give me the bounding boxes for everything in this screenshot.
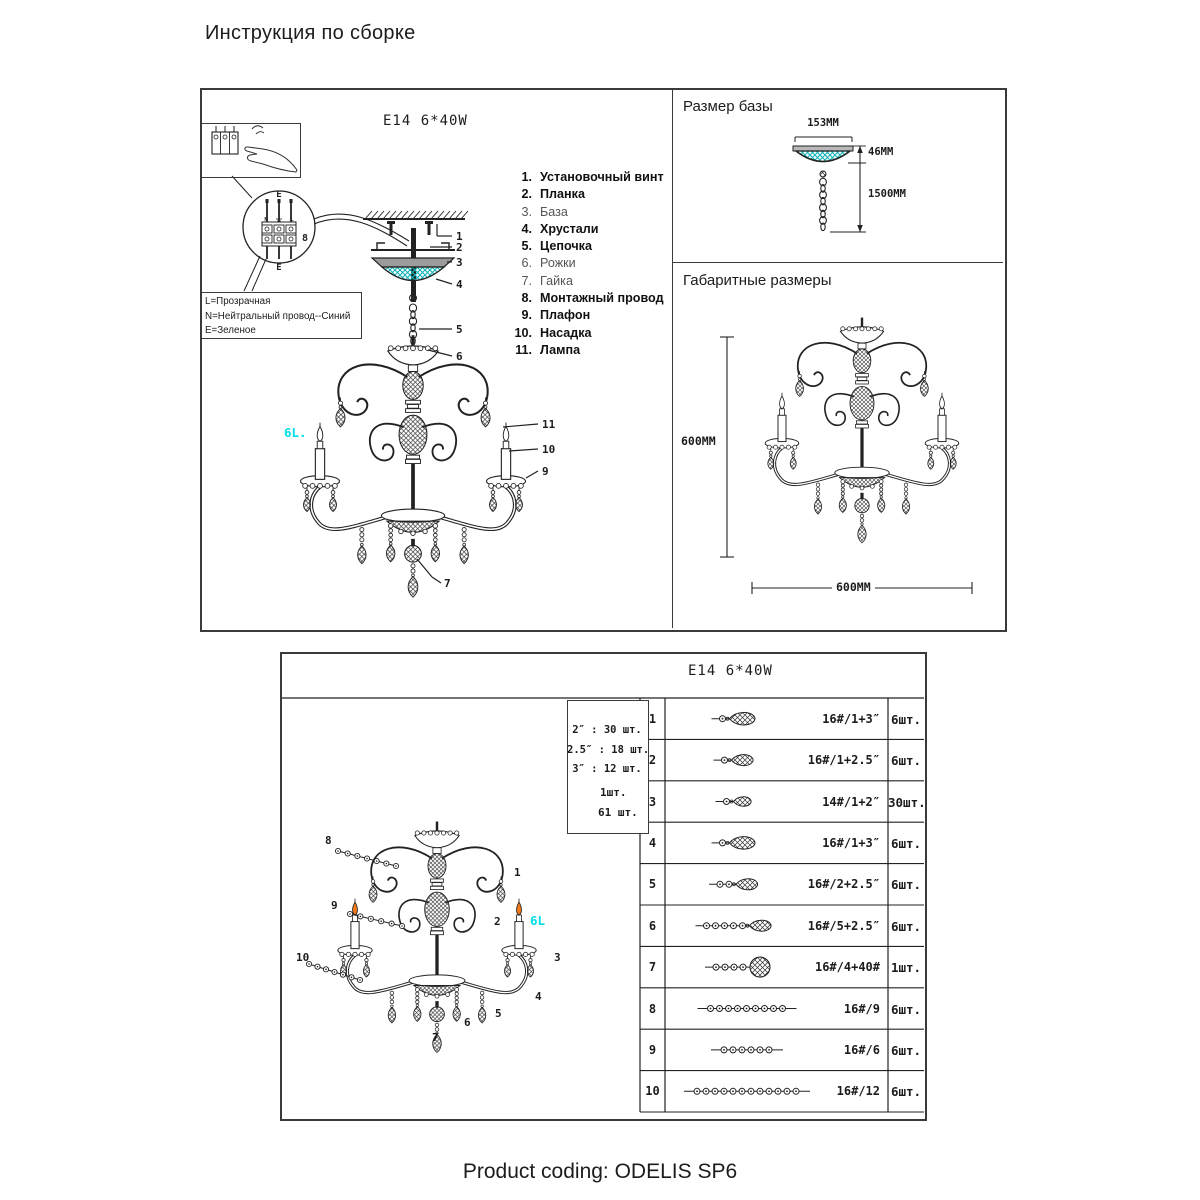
part-label: Гайка <box>540 273 573 288</box>
overall-dimensions-title: Габаритные размеры <box>683 272 832 289</box>
table-lamp-count-label: 6L <box>530 913 546 928</box>
wire-legend-line: E=Зеленое <box>205 325 256 336</box>
crystal-qty-label: 6шт. <box>890 1001 922 1017</box>
row-number: 1 <box>648 711 657 726</box>
svg-text:L: L <box>290 217 294 223</box>
svg-text:8: 8 <box>301 233 309 244</box>
crystal-qty-label: 6шт. <box>890 711 922 727</box>
assembly-callout-number: 9 <box>542 465 549 478</box>
part-number: 8. <box>521 291 532 306</box>
part-number: 11. <box>515 342 532 357</box>
table-callout-number: 9 <box>331 899 338 912</box>
parts-list-item <box>506 255 664 272</box>
crystal-code-label: 16#/1+3″ <box>822 711 880 726</box>
table-callout-number: 8 <box>325 834 332 847</box>
assembly-callout-number: 2 <box>456 241 463 254</box>
base-chain-label: 1500MM <box>868 188 906 200</box>
parts-list-item <box>506 307 664 324</box>
part-number: 4. <box>521 221 532 236</box>
wire-color-legend <box>205 295 350 339</box>
crystal-code-label: 16#/1+2.5″ <box>807 753 880 768</box>
parts-list-item <box>506 204 664 221</box>
table-callout-number: 2 <box>494 915 501 928</box>
base-height-label: 46MM <box>868 146 894 158</box>
part-number: 7. <box>521 273 532 288</box>
crystal-code-label: 16#/6 <box>843 1042 880 1057</box>
table-callout-number: 3 <box>554 951 561 964</box>
part-label: База <box>540 204 568 219</box>
ball-qty-label: 1шт. <box>600 786 627 799</box>
row-number: 9 <box>648 1042 657 1057</box>
parts-list-item <box>506 221 664 238</box>
part-number: 3. <box>521 204 532 219</box>
part-label: Насадка <box>540 325 592 340</box>
assembly-callout-number: 5 <box>456 323 463 336</box>
part-label: Плафон <box>540 308 591 323</box>
crystal-qty-label: 6шт. <box>890 877 922 893</box>
crystal-qty-label: 6шт. <box>890 835 922 851</box>
part-label: Планка <box>540 187 585 202</box>
panel-divider-vertical <box>672 89 673 628</box>
part-label: Рожки <box>540 256 576 271</box>
panel-divider-horizontal <box>673 262 1003 263</box>
part-number: 2. <box>521 187 532 202</box>
wire-legend-line: N=Нейтральный провод--Синий <box>205 310 351 322</box>
bead-qty-label: 61 шт. <box>598 806 638 819</box>
row-number: 7 <box>648 960 657 975</box>
parts-list-item <box>506 238 664 255</box>
wire-legend-line: L=Прозрачная <box>205 296 271 307</box>
parts-list-item <box>506 290 664 307</box>
crystal-qty-label: 6шт. <box>890 753 922 769</box>
svg-text:E: E <box>276 263 282 273</box>
crystal-code-label: 16#/12 <box>836 1084 880 1099</box>
assembly-callout-number: 11 <box>542 418 556 431</box>
row-number: 10 <box>645 1084 660 1099</box>
crystal-qty-label: 6шт. <box>890 1084 922 1100</box>
parts-list-item <box>506 342 664 359</box>
crystal-size-legend-line: 2″ : 30 шт. <box>572 724 642 736</box>
table-callout-number: 4 <box>535 990 542 1003</box>
part-number: 1. <box>521 170 532 184</box>
base-width-label: 153MM <box>807 117 839 129</box>
row-number: 8 <box>648 1001 657 1016</box>
table-callout-number: 7 <box>432 1031 439 1044</box>
assembly-callout-number: 3 <box>456 256 463 269</box>
part-label: Хрустали <box>540 221 599 236</box>
part-number: 10. <box>514 325 532 340</box>
table-callout-number: 6 <box>464 1016 471 1029</box>
crystal-code-label: 16#/1+3″ <box>822 835 880 850</box>
switch-off-inset-box <box>200 123 301 178</box>
page-title: Инструкция по сборке <box>205 22 416 44</box>
crystal-code-label: 16#/9 <box>843 1001 880 1016</box>
part-label: Цепочка <box>540 239 592 254</box>
table-callout-number: 10 <box>296 951 310 964</box>
crystal-qty-label: 6шт. <box>890 918 922 934</box>
crystal-qty-label: 1шт. <box>890 960 922 976</box>
lamp-count-label: 6L. <box>284 425 307 440</box>
part-number: 5. <box>521 239 532 254</box>
crystal-code-label: 14#/1+2″ <box>822 794 880 809</box>
row-number: 3 <box>648 794 657 809</box>
part-number: 6. <box>521 256 532 271</box>
parts-list-item <box>506 169 664 186</box>
crystal-size-legend-line: 3″ : 12 шт. <box>572 763 642 775</box>
parts-list <box>506 169 664 359</box>
assembly-callout-number: 6 <box>456 350 463 363</box>
crystal-code-label: 16#/4+40# <box>814 960 880 975</box>
table-lamp-spec-label: E14 6*40W <box>688 663 773 679</box>
assembly-callout-number: 10 <box>542 443 556 456</box>
product-coding-label: Product coding: ODELIS SP6 <box>462 1160 738 1183</box>
crystal-code-label: 16#/2+2.5″ <box>807 877 880 892</box>
row-number: 4 <box>648 835 657 850</box>
part-label: Монтажный провод <box>540 291 664 306</box>
lamp-spec-label: E14 6*40W <box>383 113 468 129</box>
overall-height-label: 600MM <box>681 434 716 448</box>
crystal-code-label: 16#/5+2.5″ <box>807 918 880 933</box>
assembly-callout-number: 7 <box>444 577 451 590</box>
row-number: 2 <box>648 753 657 768</box>
svg-text:E: E <box>276 190 282 200</box>
part-label: Лампа <box>540 342 581 357</box>
base-size-title: Размер базы <box>683 98 773 115</box>
part-label: Установочный винт <box>540 170 664 184</box>
table-callout-number: 1 <box>514 866 521 879</box>
table-callout-number: 5 <box>495 1007 502 1020</box>
crystal-size-legend-line: 2.5″ : 18 шт. <box>567 743 650 756</box>
assembly-callout-number: 1 <box>456 230 463 243</box>
crystal-qty-label: 30шт. <box>888 794 926 810</box>
parts-list-item <box>506 186 664 203</box>
parts-list-item <box>506 325 664 342</box>
part-number: 9. <box>521 308 532 323</box>
crystal-qty-label: 6шт. <box>890 1042 922 1058</box>
row-number: 6 <box>648 918 657 933</box>
assembly-callout-number: 4 <box>456 278 463 291</box>
overall-width-label: 600MM <box>832 580 875 594</box>
parts-list-item <box>506 273 664 290</box>
svg-text:N: N <box>264 217 268 223</box>
row-number: 5 <box>648 877 657 892</box>
